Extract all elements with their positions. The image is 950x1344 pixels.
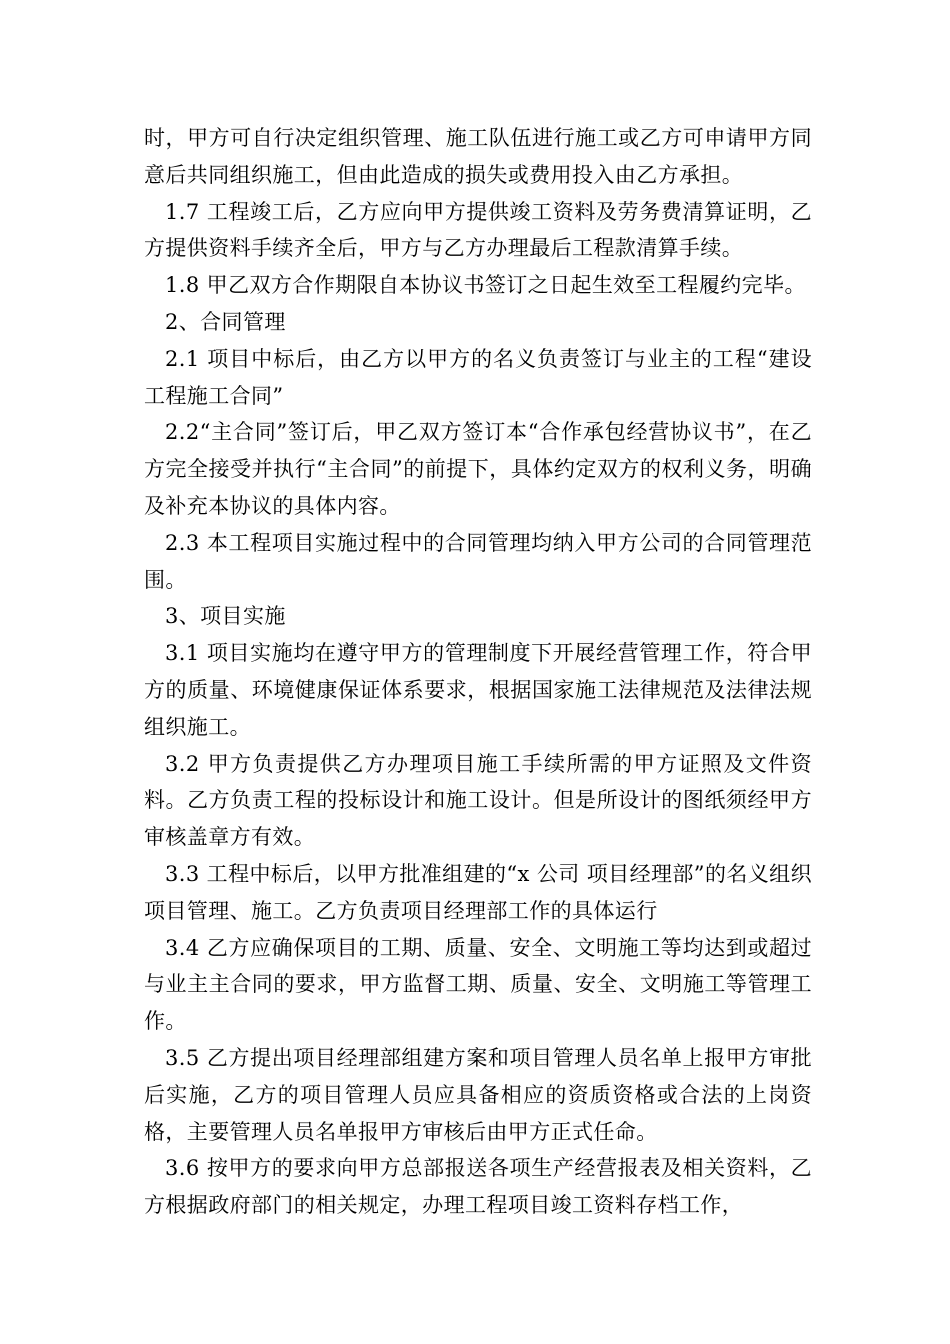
paragraph-3-1: 3.1 项目实施均在遵守甲方的管理制度下开展经营管理工作，符合甲方的质量、环境健康保证体系要求，根据国家施工法律规范及法律法规组织施工。 <box>144 641 812 739</box>
paragraph-3-4: 3.4 乙方应确保项目的工期、质量、安全、文明施工等均达到或超过与业主主合同的要求，甲方监督工期、质量、安全、文明施工等管理工作。 <box>144 935 812 1034</box>
section-heading-project-implementation: 3、项目实施 <box>165 604 286 629</box>
paragraph-2-2: 2.2“主合同”签订后，甲乙双方签订本“合作承包经营协议书”，在乙方完全接受并执行“主合同”的前提下，具体约定双方的权利义务，明确及补充本协议的具体内容。 <box>144 420 812 518</box>
document-body <box>144 120 812 1224</box>
section-heading-contract-management: 2、合同管理 <box>165 309 286 334</box>
paragraph-3-5: 3.5 乙方提出项目经理部组建方案和项目管理人员名单上报甲方审批后实施，乙方的项目管理人员应具备相应的资质资格或合法的上岗资格，主要管理人员名单报甲方审核后由甲方正式任命。 <box>144 1045 812 1144</box>
paragraph-3-6: 3.6 按甲方的要求向甲方总部报送各项生产经营报表及相关资料，乙方根据政府部门的相关规定，办理工程项目竣工资料存档工作， <box>144 1156 812 1218</box>
paragraph-2-1: 2.1 项目中标后，由乙方以甲方的名义负责签订与业主的工程“建设工程施工合同” <box>144 346 812 408</box>
paragraph-1-8: 1.8 甲乙双方合作期限自本协议书签订之日起生效至工程履约完毕。 <box>165 273 806 298</box>
paragraph-3-3: 3.3 工程中标后，以甲方批准组建的“x 公司 项目经理部”的名义组织项目管理、施工。乙方负责项目经理部工作的具体运行 <box>144 861 812 923</box>
paragraph-continuation: 时，甲方可自行决定组织管理、施工队伍进行施工或乙方可申请甲方同意后共同组织施工，但由此造成的损失或费用投入由乙方承担。 <box>144 126 812 187</box>
paragraph-3-2: 3.2 甲方负责提供乙方办理项目施工手续所需的甲方证照及文件资料。乙方负责工程的投标设计和施工设计。但是所设计的图纸须经甲方审核盖章方有效。 <box>144 751 812 850</box>
paragraph-1-7: 1.7 工程竣工后，乙方应向甲方提供竣工资料及劳务费清算证明，乙方提供资料手续齐全后，甲方与乙方办理最后工程款清算手续。 <box>144 199 812 261</box>
paragraph-2-3: 2.3 本工程项目实施过程中的合同管理均纳入甲方公司的合同管理范围。 <box>144 530 812 592</box>
